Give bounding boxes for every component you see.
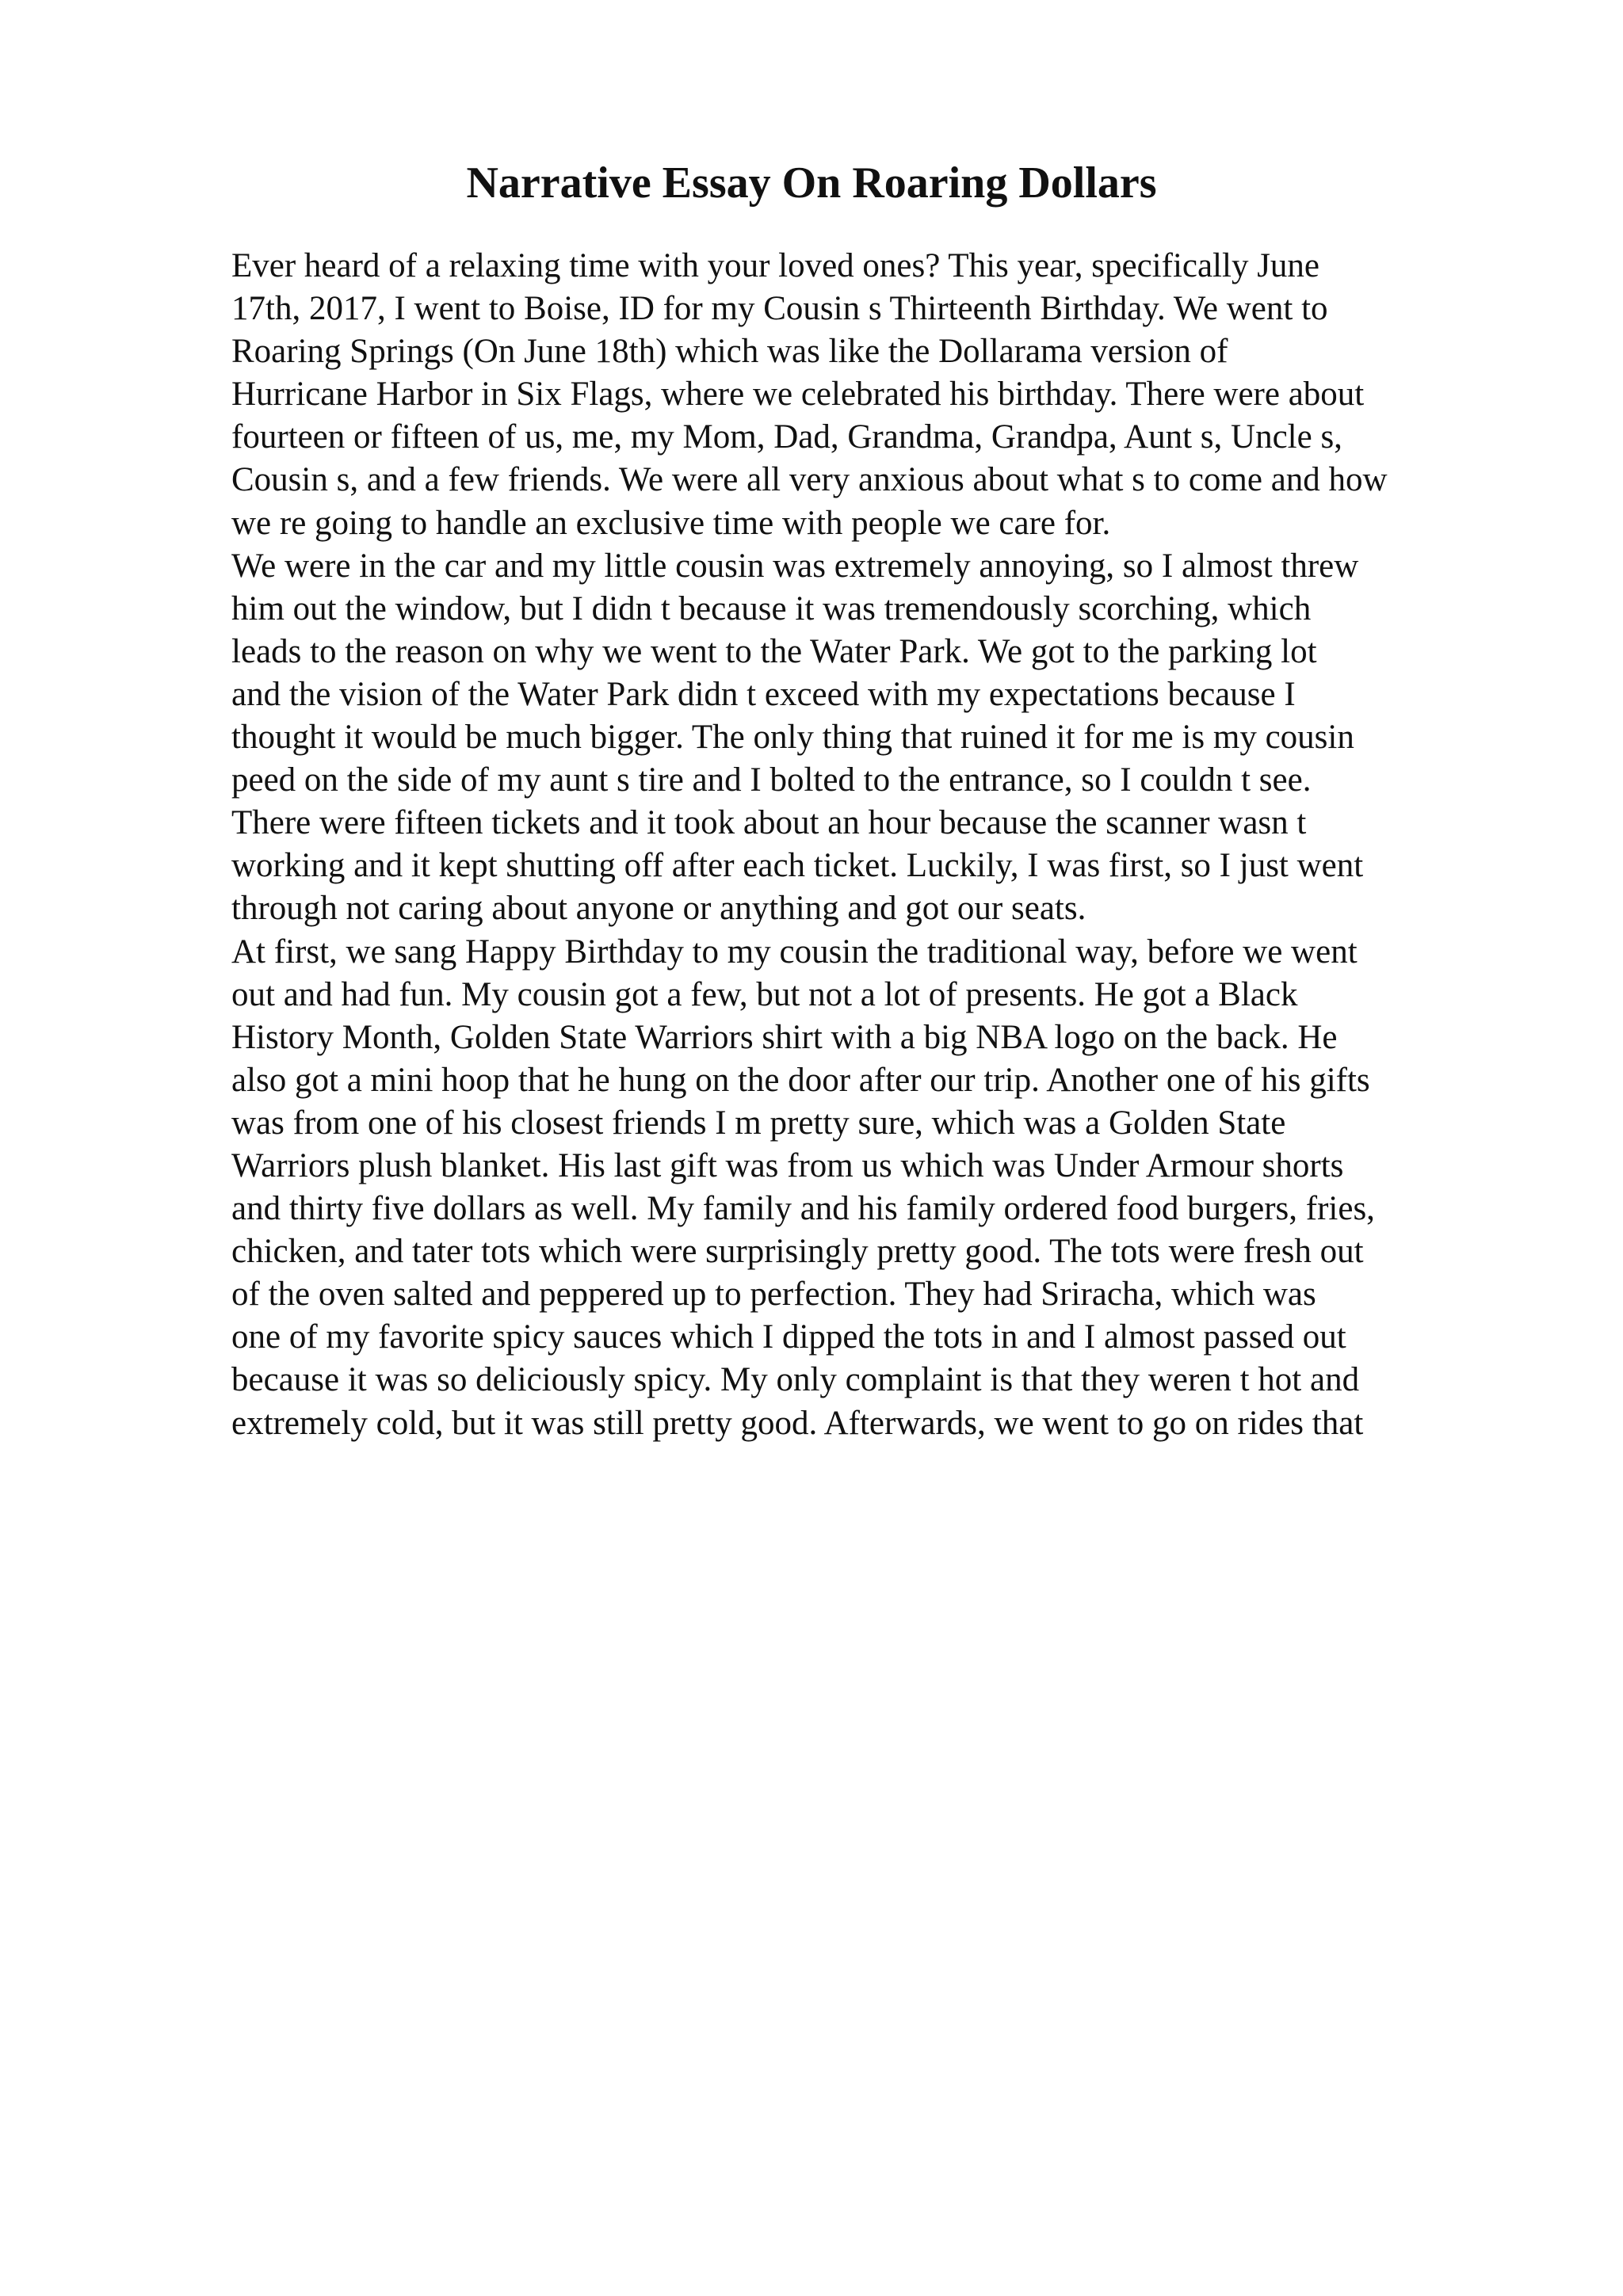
essay-line: History Month, Golden State Warriors shirt with a big NBA logo on the back. He [231, 1018, 1338, 1056]
essay-line: one of my favorite spicy sauces which I dipped the tots in and I almost passed out [231, 1318, 1346, 1356]
essay-line: was from one of his closest friends I m pretty sure, which was a Golden State [231, 1104, 1286, 1142]
essay-line: we re going to handle an exclusive time with people we care for. [231, 504, 1111, 542]
essay-line: leads to the reason on why we went to the Water Park. We got to the parking lot [231, 632, 1317, 670]
essay-line: Roaring Springs (On June 18th) which was like the Dollarama version of [231, 333, 1228, 371]
essay-line: thought it would be much bigger. The only thing that ruined it for me is my cousin [231, 719, 1354, 757]
essay-line: We were in the car and my little cousin was extremely annoying, so I almost threw [231, 547, 1359, 585]
essay-line: also got a mini hoop that he hung on the door after our trip. Another one of his gifts [231, 1061, 1370, 1099]
essay-line: and thirty five dollars as well. My family and his family ordered food burgers, fries, [231, 1190, 1375, 1228]
essay-line: fourteen or fifteen of us, me, my Mom, Dad, Grandma, Grandpa, Aunt s, Uncle s, [231, 418, 1342, 456]
essay-line: At first, we sang Happy Birthday to my cousin the traditional way, before we went [231, 933, 1358, 971]
essay-line: Warriors plush blanket. His last gift was from us which was Under Armour shorts [231, 1146, 1344, 1184]
essay-line: working and it kept shutting off after each ticket. Luckily, I was first, so I just went [231, 847, 1364, 885]
essay-line: peed on the side of my aunt s tire and I bolted to the entrance, so I couldn t see. [231, 761, 1312, 799]
essay-line: chicken, and tater tots which were surprisingly pretty good. The tots were fresh out [231, 1233, 1364, 1271]
document-title: Narrative Essay On Roaring Dollars [466, 158, 1157, 208]
essay-line: through not caring about anyone or anything and got our seats. [231, 890, 1086, 928]
essay-line: There were fifteen tickets and it took about an hour because the scanner wasn t [231, 804, 1307, 842]
essay-line: out and had fun. My cousin got a few, but not a lot of presents. He got a Black [231, 975, 1298, 1013]
essay-line: and the vision of the Water Park didn t exceed with my expectations because I [231, 675, 1296, 713]
essay-line: Cousin s, and a few friends. We were all very anxious about what s to come and how [231, 461, 1388, 499]
essay-line: him out the window, but I didn t because it was tremendously scorching, which [231, 589, 1312, 627]
essay-line: Hurricane Harbor in Six Flags, where we celebrated his birthday. There were about [231, 376, 1365, 414]
essay-line: extremely cold, but it was still pretty good. Afterwards, we went to go on rides that [231, 1404, 1364, 1442]
essay-line: Ever heard of a relaxing time with your loved ones? This year, specifically June [231, 247, 1320, 284]
essay-line: 17th, 2017, I went to Boise, ID for my Cousin s Thirteenth Birthday. We went to [231, 290, 1328, 328]
essay-body [231, 245, 1515, 1445]
essay-line: because it was so deliciously spicy. My only complaint is that they weren t hot and [231, 1361, 1360, 1399]
essay-line: of the oven salted and peppered up to perfection. They had Sriracha, which was [231, 1276, 1316, 1314]
